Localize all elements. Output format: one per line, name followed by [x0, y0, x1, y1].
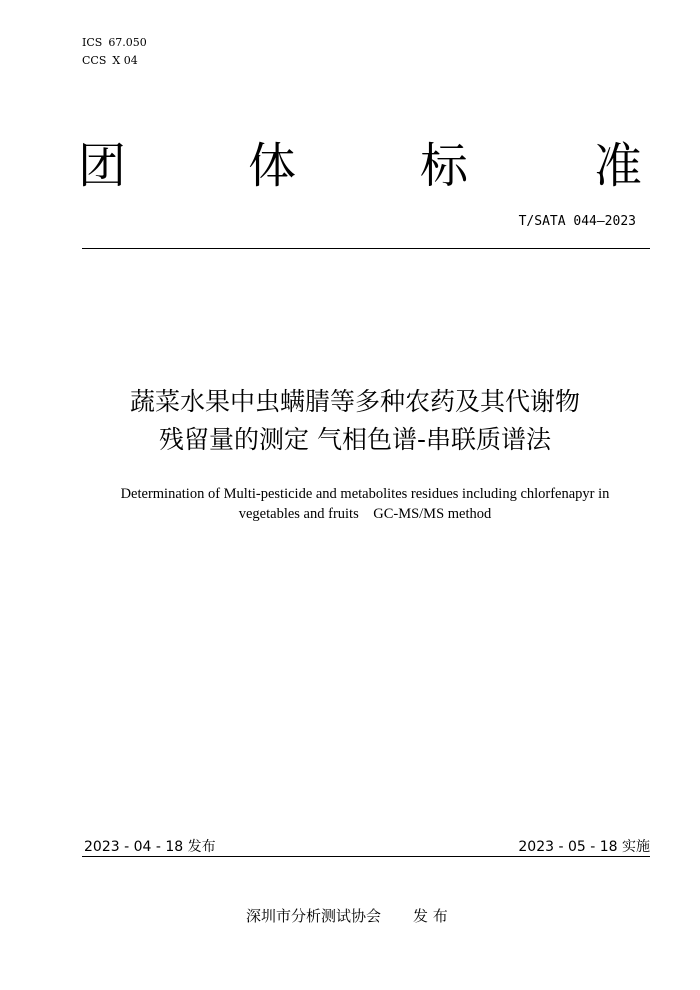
- ccs-code: [82, 52, 153, 70]
- ics-code: [82, 34, 153, 52]
- standard-number: T/SATA 044—2023: [518, 214, 636, 229]
- standard-type-heading: [78, 136, 644, 196]
- standard-type-char: 团: [78, 138, 127, 194]
- publisher-action: 发 布: [413, 907, 448, 925]
- standard-type-char: 标: [420, 138, 469, 194]
- english-title-line-1: Determination of Multi-pesticide and metabolites residues including chlorfenapyr in: [120, 486, 610, 502]
- ics-label: ICS: [82, 36, 103, 49]
- bottom-divider: [82, 856, 650, 857]
- top-divider: [82, 248, 650, 249]
- ccs-label: CCS: [82, 54, 107, 67]
- publisher-line: [246, 905, 448, 926]
- standard-type-char: 体: [248, 138, 297, 194]
- english-title: [70, 484, 660, 524]
- classification-codes: [82, 34, 153, 70]
- chinese-title-line-1: 蔬菜水果中虫螨腈等多种农药及其代谢物: [129, 387, 580, 416]
- chinese-title-line-2: 残留量的测定 气相色谱-串联质谱法: [159, 425, 551, 454]
- standard-type-char: 准: [594, 138, 643, 194]
- implementation-date: 2023 - 05 - 18 实施: [518, 839, 650, 855]
- english-title-line-2: vegetables and fruits GC-MS/MS method: [238, 506, 492, 522]
- chinese-title: [60, 383, 650, 459]
- ccs-value: X 04: [112, 54, 138, 67]
- publisher-name: 深圳市分析测试协会: [246, 907, 382, 925]
- issue-date: 2023 - 04 - 18 发布: [84, 839, 216, 855]
- ics-value: 67.050: [108, 36, 147, 49]
